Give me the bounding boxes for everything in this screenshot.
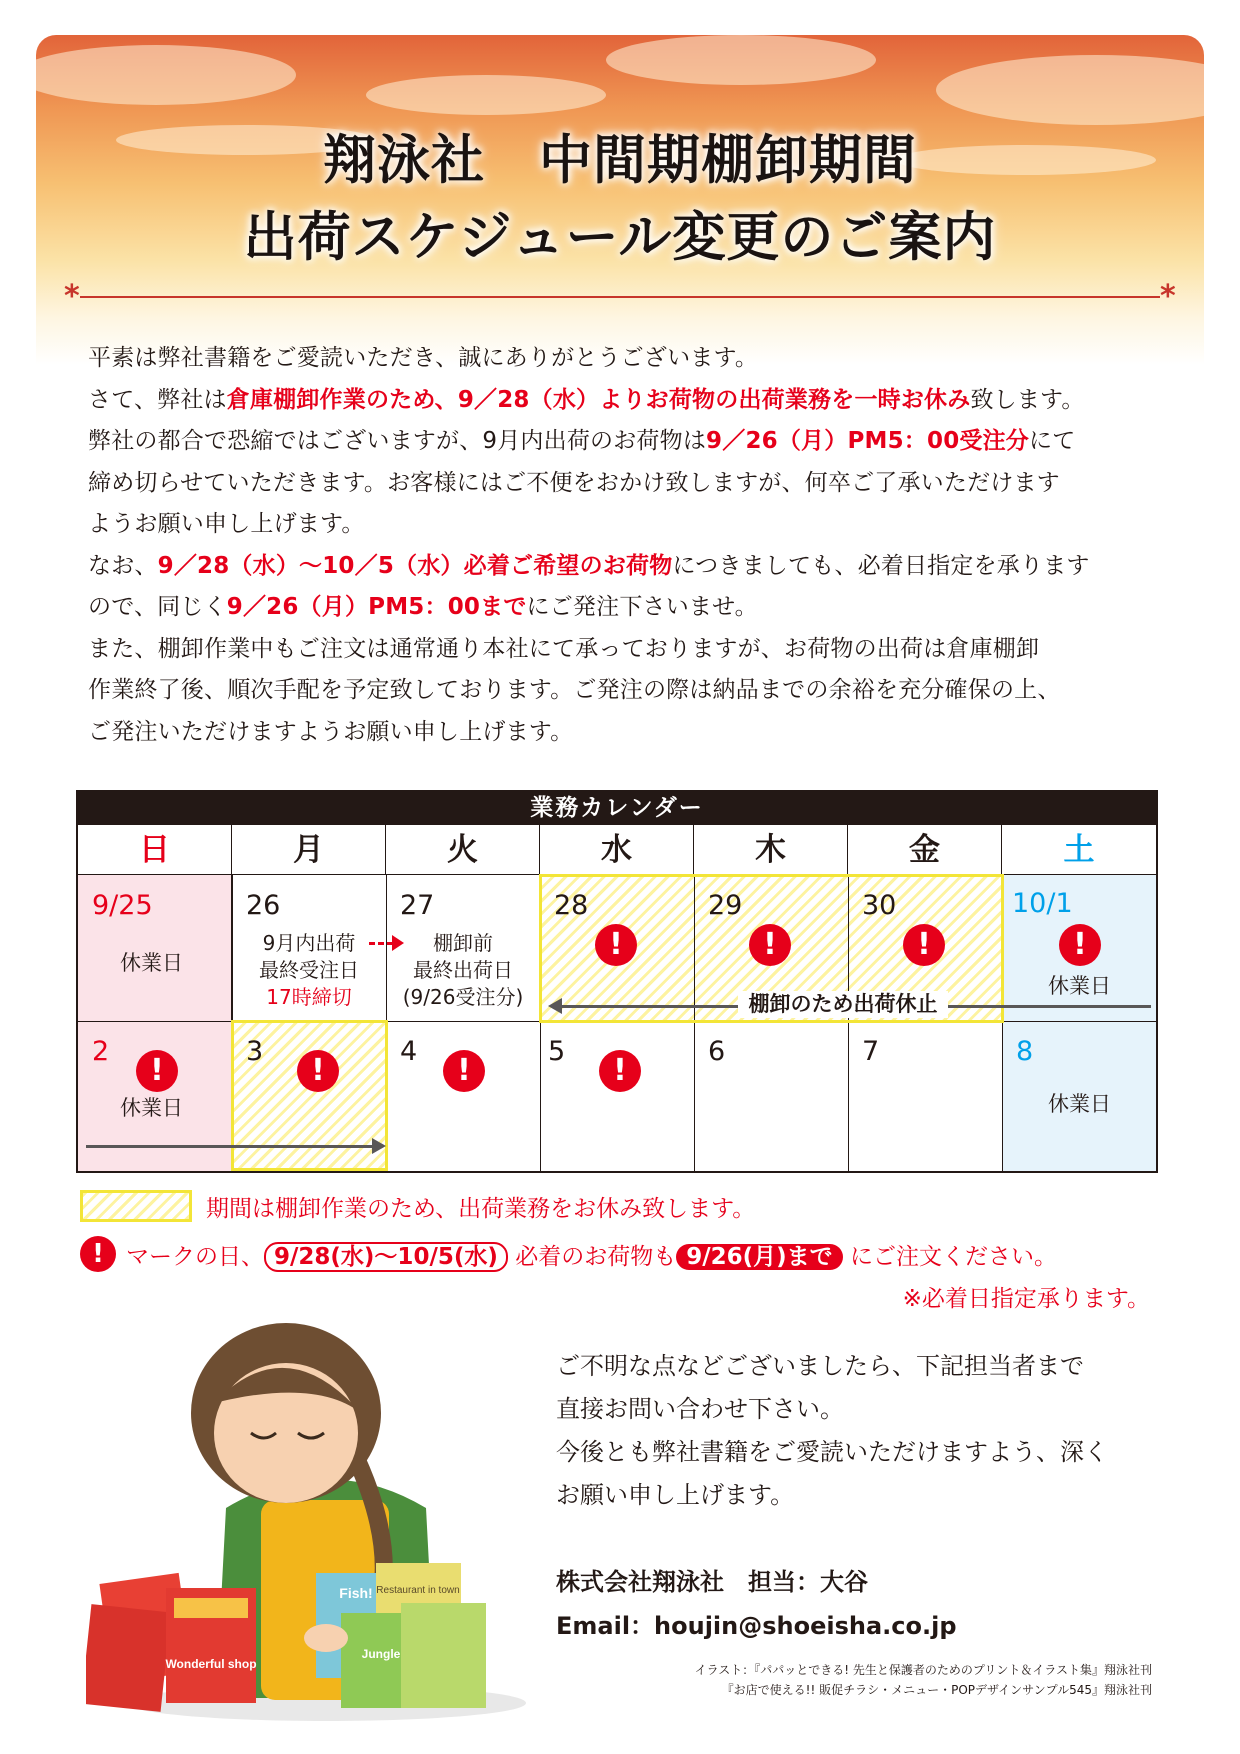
intro-line: ようお願い申し上げます。 xyxy=(88,511,365,537)
suspension-arrow-head xyxy=(548,998,562,1014)
date-26: 26 xyxy=(246,890,281,921)
illustration-credit: イラスト：『パパッとできる! 先生と保護者のためのプリント＆イラスト集』翔泳社刊 『お店で使える!! 販促チラシ・メニュー・POPデザインサンプル545』翔泳社刊 xyxy=(694,1663,1152,1697)
book-title: Jungle xyxy=(361,1647,401,1661)
title-divider xyxy=(80,296,1160,298)
date-2: 2 xyxy=(92,1036,110,1067)
intro-line: また、棚卸作業中もご注文は通常通り本社にて承っておりますが、お荷物の出荷は倉庫棚卸 xyxy=(88,635,1040,662)
closed-label: 休業日 xyxy=(1048,1092,1111,1116)
intro-text xyxy=(88,338,1168,753)
note-monday: 9月内出荷 最終受注日 17時締切 xyxy=(259,931,359,1009)
date-10-1: 10/1 xyxy=(1012,888,1073,919)
legend-swatch xyxy=(80,1190,192,1222)
suspension-label: 棚卸のため出荷休止 xyxy=(738,991,948,1018)
company-name: 株式会社翔泳社 担当：大谷 xyxy=(556,1568,868,1596)
weekday-wed: 水 xyxy=(540,825,694,875)
cloud xyxy=(606,35,876,85)
warning-icon: ! xyxy=(903,924,945,966)
legend-line3: ※必着日指定承ります。 xyxy=(902,1286,1150,1312)
company-info xyxy=(556,1560,957,1648)
warning-icon: ! xyxy=(749,924,791,966)
bowing-clerk-illustration xyxy=(86,1308,546,1728)
intro-line: ので、同じく9／26（月）PM5：00までにご発注下さいませ。 xyxy=(88,594,758,620)
star-icon: * xyxy=(64,279,80,314)
weekday-sat: 土 xyxy=(1002,825,1156,875)
suspension-arrow-line xyxy=(86,1145,374,1148)
intro-line: 平素は弊社書籍をご愛読いただき、誠にありがとうございます。 xyxy=(88,345,759,371)
warning-icon: ! xyxy=(595,924,637,966)
note-tuesday: 棚卸前 最終出荷日 (9/26受注分) xyxy=(402,931,524,1009)
weekday-tue: 火 xyxy=(386,825,540,875)
date-8: 8 xyxy=(1016,1036,1034,1067)
intro-line: ご発注いただけますようお願い申し上げます。 xyxy=(88,718,574,745)
closed-label: 休業日 xyxy=(1048,974,1111,998)
page-title-line2: 出荷スケジュール変更のご案内 xyxy=(243,207,997,268)
book-title: Restaurant in town xyxy=(376,1585,460,1596)
intro-line: 締め切らせていただきます。お客様にはご不便をおかけ致しますが、何卒ご了承いただけます xyxy=(88,469,1060,496)
intro-line: さて、弊社は倉庫棚卸作業のため、9／28（水）よりお荷物の出荷業務を一時お休み致します。 xyxy=(88,386,1085,413)
date-6: 6 xyxy=(708,1036,726,1067)
legend-line2: マークの日、 9/28(水)〜10/5(水) 必着のお荷物も 9/26(月)まで にご注文ください。 xyxy=(126,1244,1057,1270)
closed-label: 休業日 xyxy=(120,1096,183,1120)
warning-icon: ! xyxy=(599,1050,641,1092)
book-title: Wonderful shop xyxy=(165,1657,257,1671)
intro-line: 作業終了後、順次手配を予定致しております。ご発注の際は納品までの余裕を充分確保の上、 xyxy=(88,677,1061,703)
intro-line: 弊社の都合で恐縮ではございますが、9月内出荷のお荷物は9／26（月）PM5：00受注分にて xyxy=(88,428,1076,454)
saturday-column-bg xyxy=(1002,875,1156,1171)
cloud xyxy=(36,45,296,105)
business-calendar xyxy=(76,790,1158,1173)
hands xyxy=(304,1624,348,1652)
weekday-mon: 月 xyxy=(232,825,386,875)
contact-message: ご不明な点などございましたら、下記担当者まで 直接お問い合わせ下さい。 今後とも弊社書籍をご愛読いただけますよう、深く お願い申し上げます。 xyxy=(556,1352,1108,1509)
date-29: 29 xyxy=(708,890,743,921)
book-stack-left xyxy=(86,1573,257,1712)
warning-icon: ! xyxy=(297,1050,339,1092)
date-4: 4 xyxy=(400,1036,418,1067)
star-icon: * xyxy=(1160,279,1176,314)
weekday-fri: 金 xyxy=(848,825,1002,875)
date-28: 28 xyxy=(554,890,589,921)
weekday-thu: 木 xyxy=(694,825,848,875)
cloud xyxy=(366,75,606,115)
date-27: 27 xyxy=(400,890,435,921)
date-9-25: 9/25 xyxy=(92,890,153,921)
company-email[interactable]: Email：houjin@shoeisha.co.jp xyxy=(556,1612,957,1640)
intro-line: なお、9／28（水）〜10／5（水）必着ご希望のお荷物につきましても、必着日指定を承ります xyxy=(88,552,1090,579)
cloud xyxy=(936,55,1204,125)
suspension-arrow-head xyxy=(372,1138,386,1154)
date-30: 30 xyxy=(862,890,897,921)
warning-icon: ! xyxy=(136,1050,178,1092)
legend-line1: 期間は棚卸作業のため、出荷業務をお休み致します。 xyxy=(206,1196,756,1222)
date-7: 7 xyxy=(862,1036,880,1067)
warning-icon: ! xyxy=(1059,924,1101,966)
date-5: 5 xyxy=(548,1036,566,1067)
book-title: Fish! xyxy=(339,1585,373,1601)
weekday-sun: 日 xyxy=(78,825,232,875)
page-title-line1: 翔泳社 中間期棚卸期間 xyxy=(323,130,917,191)
date-3: 3 xyxy=(246,1036,264,1067)
closed-label: 休業日 xyxy=(120,951,183,975)
warning-icon: ! xyxy=(443,1050,485,1092)
warning-icon: ! xyxy=(80,1236,116,1272)
calendar-title: 業務カレンダー xyxy=(78,792,1156,825)
